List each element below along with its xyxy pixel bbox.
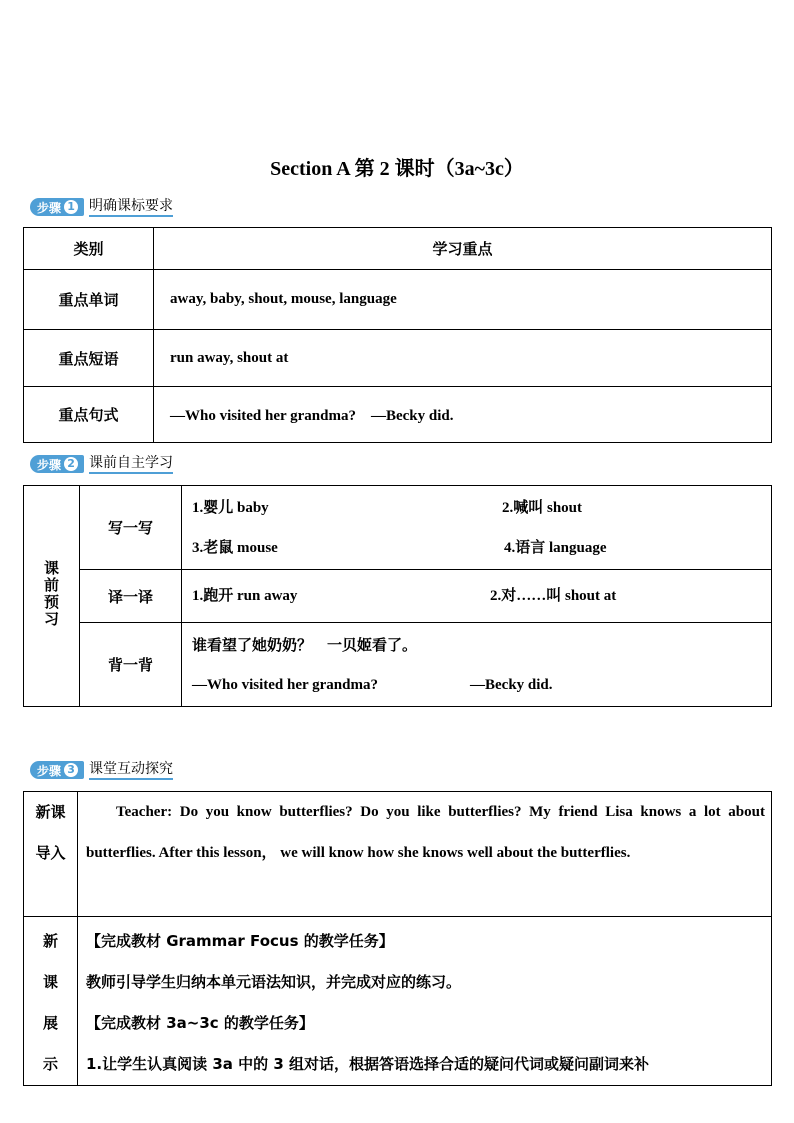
recite-question: —Who visited her grandma?	[192, 676, 378, 693]
intro-content	[78, 792, 772, 917]
intro-text: Teacher: Do you know butterflies? Do you like butterflies? My friend Lisa knows a lot about butterflies. After this lesson， we will know how she knows well about the butterflies.	[86, 804, 765, 861]
recite-answer: —Becky did.	[470, 676, 553, 693]
recite-chinese: 谁看望了她奶奶？ 一贝姬看了。	[192, 635, 418, 654]
classroom-table	[23, 791, 772, 1086]
preview-side-label	[24, 486, 80, 707]
row-category: 重点句式	[24, 387, 154, 443]
step1-header	[30, 198, 173, 216]
translate-row	[24, 570, 772, 623]
write-line-1	[182, 488, 771, 528]
step2-badge	[30, 455, 84, 473]
row-content: run away, shout at	[154, 330, 772, 387]
write-row	[24, 486, 772, 570]
key-points-table	[23, 227, 772, 443]
preview-side-text: 课前预习	[42, 560, 60, 628]
row-content: —Who visited her grandma? —Becky did.	[154, 387, 772, 443]
translate-item: 2.对……叫 shout at	[490, 588, 617, 604]
show-label-char: 新	[42, 932, 58, 950]
header-category: 类别	[24, 228, 154, 270]
table-row	[24, 330, 772, 387]
write-item: 4.语言 language	[504, 539, 607, 556]
write-line-2	[182, 528, 771, 568]
write-item: 1.婴儿 baby	[192, 499, 269, 516]
intro-label-line-2: 导入	[35, 844, 66, 862]
write-item: 3.老鼠 mouse	[192, 539, 278, 556]
show-line: 【完成教材 Grammar Focus 的教学任务】	[86, 932, 394, 950]
recite-label: 背一背	[80, 623, 182, 707]
table-row	[24, 387, 772, 443]
show-line: 1.让学生认真阅读 3a 中的 3 组对话，根据答语选择合适的疑问代词或疑问副词来补	[86, 1055, 650, 1073]
recite-row	[24, 623, 772, 707]
row-content: away, baby, shout, mouse, language	[154, 270, 772, 330]
step1-number: 1	[64, 200, 78, 214]
intro-label	[24, 792, 78, 917]
row-category: 重点单词	[24, 270, 154, 330]
table-header-row	[24, 228, 772, 270]
step1-label: 明确课标要求	[89, 198, 173, 217]
step2-number: 2	[64, 457, 78, 471]
show-content	[78, 917, 772, 1086]
write-items	[182, 486, 772, 570]
translate-line	[182, 576, 771, 616]
show-line: 【完成教材 3a~3c 的教学任务】	[86, 1014, 314, 1032]
table-row	[24, 270, 772, 330]
show-label	[24, 917, 78, 1086]
write-item: 2.喊叫 shout	[502, 499, 583, 516]
step3-number: 3	[64, 763, 78, 777]
show-label-char: 课	[42, 973, 58, 991]
row-category: 重点短语	[24, 330, 154, 387]
intro-label-line-1: 新课	[35, 803, 66, 821]
write-label: 写一写	[80, 486, 182, 570]
step3-label: 课堂互动探究	[89, 761, 173, 780]
translate-label: 译一译	[80, 570, 182, 623]
step2-label: 课前自主学习	[89, 455, 173, 474]
show-line: 教师引导学生归纳本单元语法知识，并完成对应的练习。	[86, 973, 462, 991]
translate-item: 1.跑开 run away	[192, 588, 298, 604]
intro-row	[24, 792, 772, 917]
preview-table	[23, 485, 772, 707]
step1-badge	[30, 198, 84, 216]
header-key-points: 学习重点	[154, 228, 772, 270]
step3-header	[30, 761, 173, 779]
show-label-char: 展	[42, 1014, 58, 1032]
recite-line-1	[182, 625, 771, 665]
step2-header	[30, 455, 173, 473]
recite-line-2	[182, 665, 771, 705]
recite-items	[182, 623, 772, 707]
show-row	[24, 917, 772, 1086]
step3-badge	[30, 761, 84, 779]
step-badge-text: 步骤	[37, 200, 62, 215]
page-title: Section A 第 2 课时（3a~3c）	[270, 158, 524, 180]
show-label-char: 示	[42, 1055, 58, 1073]
translate-items	[182, 570, 772, 623]
step-badge-text: 步骤	[37, 457, 62, 472]
step-badge-text: 步骤	[37, 763, 62, 778]
